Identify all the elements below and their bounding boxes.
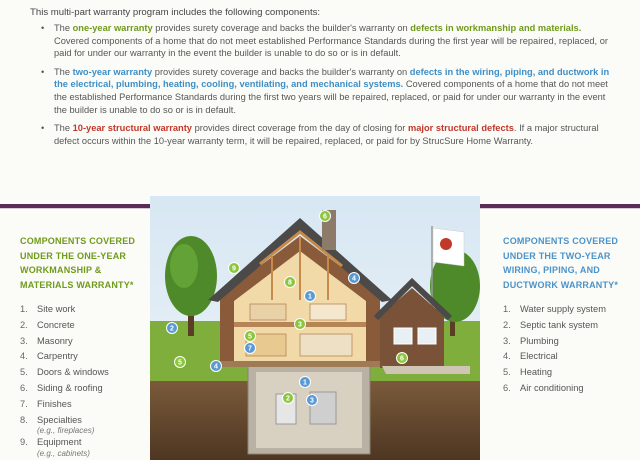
item-label: Doors & windows: [37, 367, 109, 378]
warranty-bullet-list: [30, 22, 610, 153]
heading-line: WIRING, PIPING, AND: [503, 265, 600, 275]
item-label: Masonry: [37, 335, 73, 346]
structural-defects-term: major structural defects: [407, 123, 514, 134]
component-marker-label: 4: [352, 275, 356, 283]
bullet-text: Covered components of a home that do not meet established Performance Standards during the first year will be repaired, replaced, or paid for under our warranty in the event the builder is unable to do so or is in default.: [54, 35, 608, 59]
ground-floor: [220, 361, 380, 367]
bullet-text: The: [54, 66, 73, 77]
item-label: Septic tank system: [520, 319, 599, 330]
item-example: (e.g., fireplaces): [37, 426, 95, 436]
one-year-components-column: [20, 234, 145, 458]
two-year-warranty-term: two-year warranty: [72, 66, 153, 77]
component-marker-label: 7: [248, 345, 252, 353]
heading-line: MATERIALS WARRANTY*: [20, 279, 134, 290]
list-item: [20, 365, 145, 381]
component-marker-label: 3: [310, 397, 314, 405]
component-marker-label: 9: [232, 265, 236, 273]
item-example: (e.g., cabinets): [37, 449, 90, 459]
list-item: [20, 334, 145, 350]
porch-steps: [382, 366, 470, 374]
component-marker-label: 5: [178, 359, 182, 367]
list-item: [20, 397, 145, 413]
workmanship-defects-term: defects in workmanship and materials.: [410, 23, 582, 33]
systems-defects-term: defects in the wiring, piping, and ductwork in the electrical, plumbing, heating, cooling, ventilating, and mechanical systems.: [54, 66, 610, 90]
bullet-text: The: [54, 23, 73, 33]
bullet-text: provides surety coverage and backs the builder's warranty on: [152, 66, 410, 77]
item-number: 5.: [20, 367, 28, 378]
intro-text: This multi-part warranty program includes the following components:: [30, 7, 321, 18]
item-number: 2.: [20, 319, 28, 330]
item-number: 4.: [503, 351, 511, 362]
list-item: [503, 381, 633, 397]
list-item: [20, 435, 145, 458]
item-label: Specialties: [37, 414, 82, 425]
bullet-text: provides surety coverage and backs the builder's warranty on: [152, 23, 411, 33]
window: [394, 328, 412, 344]
list-item: [20, 413, 145, 436]
structural-warranty-term: 10-year structural warranty: [72, 123, 192, 134]
component-marker-label: 2: [170, 325, 174, 333]
item-number: 9.: [20, 437, 28, 448]
component-marker-label: 1: [308, 293, 312, 301]
bullet-ten-year: [30, 122, 610, 147]
bullet-text: . If a major structural defect occurs within the 10-year warranty term, it will be repaired, replaced, or paid for by StrucSure Home Warranty.: [54, 123, 599, 146]
item-label: Equipment: [37, 437, 82, 448]
list-item: [20, 381, 145, 397]
item-label: Air conditioning: [520, 382, 584, 393]
bedroom: [250, 304, 286, 320]
heading-line: COMPONENTS COVERED: [20, 236, 136, 246]
bullet-text: The: [54, 123, 73, 134]
heading-line: UNDER THE ONE-YEAR: [20, 250, 127, 261]
heading-line: WORKMANSHIP &: [20, 265, 102, 275]
list-item: [20, 302, 145, 318]
item-label: Site work: [37, 304, 76, 314]
list-item: [20, 318, 145, 334]
list-item: [503, 349, 633, 365]
component-marker-label: 5: [248, 333, 252, 341]
heading-line: DUCTWORK WARRANTY*: [503, 279, 619, 290]
item-label: Heating: [520, 367, 553, 378]
two-year-components-list: [503, 302, 633, 397]
list-item: [20, 349, 145, 365]
bathroom: [310, 304, 346, 320]
item-label: Siding & roofing: [37, 382, 103, 393]
list-item: [503, 365, 633, 381]
bullet-text: provides direct coverage from the day of closing for: [191, 123, 408, 134]
two-year-components-heading: [503, 234, 633, 292]
heading-line: UNDER THE TWO-YEAR: [503, 250, 611, 261]
item-number: 6.: [20, 382, 28, 393]
two-year-components-column: [503, 234, 633, 397]
one-year-warranty-term: one-year warranty: [72, 23, 153, 33]
component-marker-label: 3: [298, 321, 302, 329]
heading-line: COMPONENTS COVERED: [503, 236, 619, 246]
item-number: 6.: [503, 382, 511, 393]
bullet-text: Covered components of a home that do not meet the established Performance Standards during the first two years will be repaired, replaced, or paid for under our warranty in the event the builder is unable to do so or is in default.: [54, 79, 608, 115]
item-number: 2.: [503, 319, 511, 330]
item-number: 3.: [20, 335, 28, 346]
one-year-components-heading: [20, 234, 145, 292]
item-label: Finishes: [37, 398, 72, 409]
list-item: [503, 334, 633, 350]
component-marker-label: 1: [303, 379, 307, 387]
item-number: 1.: [20, 304, 28, 314]
bullet-two-year: [30, 66, 610, 116]
item-label: Plumbing: [520, 335, 559, 346]
list-item: [503, 302, 633, 318]
one-year-components-list: [20, 302, 145, 458]
component-marker-label: 6: [400, 355, 404, 363]
list-item: [503, 318, 633, 334]
item-number: 3.: [503, 335, 511, 346]
item-number: 8.: [20, 414, 28, 425]
item-label: Electrical: [520, 351, 558, 362]
house-cutaway-illustration: [150, 196, 480, 460]
component-marker-label: 2: [286, 395, 290, 403]
item-number: 7.: [20, 398, 28, 409]
living-room: [300, 334, 352, 356]
item-number: 4.: [20, 351, 28, 362]
item-label: Water supply system: [520, 304, 606, 314]
item-label: Concrete: [37, 319, 75, 330]
item-label: Carpentry: [37, 351, 78, 362]
component-marker-label: 4: [214, 363, 218, 371]
bullet-one-year: [30, 22, 610, 60]
item-number: 5.: [503, 367, 511, 378]
component-marker-label: 8: [288, 279, 292, 287]
item-number: 1.: [503, 304, 511, 314]
component-marker-label: 6: [323, 213, 327, 221]
window: [418, 328, 436, 344]
